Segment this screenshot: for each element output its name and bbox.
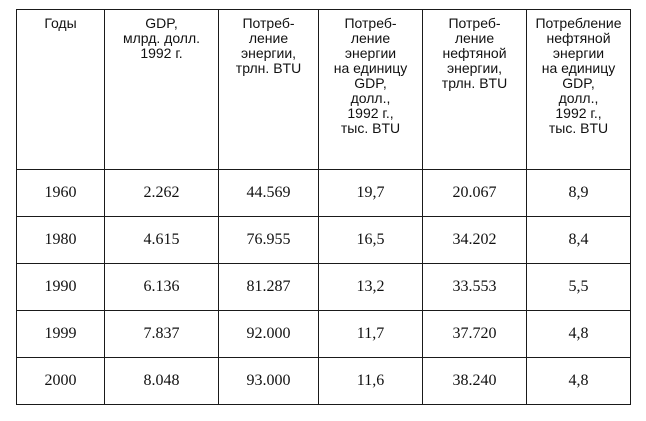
year-cell: 2000	[17, 358, 105, 405]
header-cell-oil-energy-per-gdp	[527, 10, 631, 170]
header-text-line: энергии,	[446, 60, 503, 76]
table-row	[17, 264, 631, 311]
value-cell: 93.000	[219, 358, 319, 405]
value-cell: 19,7	[319, 170, 423, 217]
header-text-line: 1992 г.	[140, 45, 183, 61]
table-row	[17, 170, 631, 217]
header-text-line: 1992 г.,	[555, 105, 602, 121]
value-cell: 7.837	[105, 311, 219, 358]
value-cell: 76.955	[219, 217, 319, 264]
header-text-line: на единицу	[541, 60, 616, 76]
header-text-line: трлн. BTU	[441, 75, 508, 91]
header-text-line: ление	[454, 30, 495, 46]
value-cell: 4,8	[527, 358, 631, 405]
value-cell: 20.067	[423, 170, 527, 217]
header-text-line: долл.,	[558, 90, 599, 106]
value-cell: 37.720	[423, 311, 527, 358]
year-cell: 1990	[17, 264, 105, 311]
year-cell: 1999	[17, 311, 105, 358]
value-cell: 13,2	[319, 264, 423, 311]
header-text-line: GDP,	[145, 15, 178, 31]
header-text-line: энергии	[552, 45, 605, 61]
header-cell-years	[17, 10, 105, 170]
energy-data-table	[16, 9, 631, 405]
header-text-line: на единицу	[333, 60, 408, 76]
header-text-line: нефтяной	[546, 30, 611, 46]
value-cell: 92.000	[219, 311, 319, 358]
value-cell: 4,8	[527, 311, 631, 358]
header-text-line: Потребление	[535, 15, 622, 31]
header-text-line: ление	[350, 30, 391, 46]
value-cell: 8,9	[527, 170, 631, 217]
value-cell: 8.048	[105, 358, 219, 405]
value-cell: 33.553	[423, 264, 527, 311]
value-cell: 44.569	[219, 170, 319, 217]
header-text-line: тыс. BTU	[548, 120, 609, 136]
header-text-line: тыс. BTU	[340, 120, 401, 136]
header-text-line: долл.,	[350, 90, 391, 106]
header-text-line: ление	[248, 30, 289, 46]
table-row	[17, 217, 631, 264]
header-cell-energy-consumption	[219, 10, 319, 170]
header-text-line: 1992 г.,	[347, 105, 394, 121]
table-body	[17, 170, 631, 405]
table-row	[17, 358, 631, 405]
header-cell-gdp	[105, 10, 219, 170]
header-text-line: Потреб-	[344, 15, 397, 31]
header-text-line: энергии	[344, 45, 397, 61]
value-cell: 34.202	[423, 217, 527, 264]
header-text-line: нефтяной	[442, 45, 507, 61]
header-text-line: млрд. долл.	[122, 30, 201, 46]
value-cell: 11,6	[319, 358, 423, 405]
header-text-line: энергии,	[240, 45, 297, 61]
header-text-line: Потреб-	[448, 15, 501, 31]
header-text-line: Годы	[44, 15, 77, 31]
header-text-line: трлн. BTU	[235, 60, 302, 76]
header-text-line: GDP,	[562, 75, 595, 91]
table-row	[17, 311, 631, 358]
value-cell: 4.615	[105, 217, 219, 264]
header-text-line: GDP,	[354, 75, 387, 91]
header-row	[17, 10, 631, 170]
year-cell: 1980	[17, 217, 105, 264]
value-cell: 38.240	[423, 358, 527, 405]
value-cell: 16,5	[319, 217, 423, 264]
value-cell: 5,5	[527, 264, 631, 311]
table-header	[17, 10, 631, 170]
value-cell: 81.287	[219, 264, 319, 311]
value-cell: 6.136	[105, 264, 219, 311]
value-cell: 2.262	[105, 170, 219, 217]
header-cell-oil-energy-consumption	[423, 10, 527, 170]
header-text-line: Потреб-	[242, 15, 295, 31]
value-cell: 8,4	[527, 217, 631, 264]
value-cell: 11,7	[319, 311, 423, 358]
year-cell: 1960	[17, 170, 105, 217]
header-cell-energy-per-gdp	[319, 10, 423, 170]
